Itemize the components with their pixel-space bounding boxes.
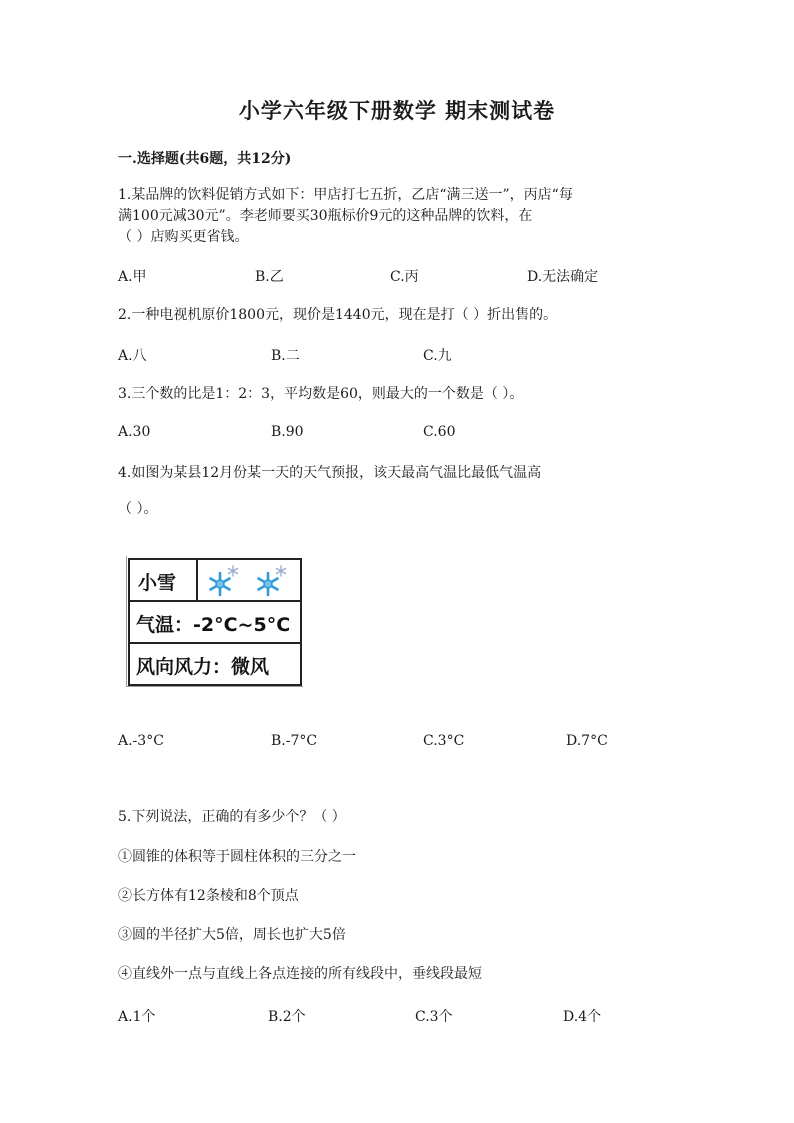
question-3-line-1: 3.三个数的比是1：2：3，平均数是60，则最大的一个数是（ ）。 — [118, 386, 524, 402]
question-3-option-a: A.30 — [118, 424, 151, 440]
question-5-option-c: C.3个 — [415, 1009, 453, 1025]
question-2-option-c: C.九 — [423, 348, 452, 364]
section-heading: 一.选择题(共6题，共12分) — [118, 151, 292, 167]
weather-condition: 小雪 — [138, 572, 177, 594]
question-3-option-b: B.90 — [271, 424, 304, 440]
question-3-option-c: C.60 — [423, 424, 456, 440]
question-2-line-1: 2.一种电视机原价1800元，现价是1440元，现在是打（ ）折出售的。 — [118, 307, 558, 323]
question-5-statement-1: ①圆锥的体积等于圆柱体积的三分之一 — [118, 849, 356, 865]
question-1-option-a: A.甲 — [118, 269, 147, 285]
question-1-line-2: 满100元减30元”。李老师要买30瓶标价9元的这种品牌的饮料，在 — [118, 208, 533, 224]
question-5-option-b: B.2个 — [268, 1009, 306, 1025]
question-1-line-1: 1.某品牌的饮料促销方式如下：甲店打七五折，乙店“满三送一”，丙店“每 — [118, 187, 573, 203]
weather-condition-row — [130, 560, 300, 602]
question-5-statement-4: ④直线外一点与直线上各点连接的所有线段中，垂线段最短 — [118, 966, 482, 982]
weather-temperature: 气温：-2°C~5°C — [136, 614, 291, 636]
question-4-line-1: 4.如图为某县12月份某一天的天气预报，该天最高气温比最低气温高 — [118, 465, 542, 481]
question-4-line-2: （ ）。 — [118, 501, 158, 517]
question-5-option-d: D.4个 — [563, 1009, 602, 1025]
question-4-option-a: A.-3°C — [118, 733, 164, 749]
question-1-option-d: D.无法确定 — [527, 269, 599, 285]
weather-divider — [196, 560, 198, 600]
question-2-option-b: B.二 — [271, 348, 300, 364]
question-5-statement-3: ③圆的半径扩大5倍，周长也扩大5倍 — [118, 927, 346, 943]
weather-forecast-box — [128, 558, 302, 686]
question-4-option-c: C.3°C — [423, 733, 465, 749]
weather-temperature-row — [130, 602, 300, 644]
question-2-option-a: A.八 — [118, 348, 147, 364]
snowflake-icon — [202, 562, 298, 600]
question-1-option-c: C.丙 — [390, 269, 419, 285]
question-4-option-b: B.-7°C — [271, 733, 318, 749]
question-1-line-3: （ ）店购买更省钱。 — [118, 229, 249, 245]
question-4-option-d: D.7°C — [566, 733, 608, 749]
page-title: 小学六年级下册数学 期末测试卷 — [238, 98, 556, 123]
weather-wind: 风向风力：微风 — [136, 656, 270, 678]
question-5-statement-2: ②长方体有12条棱和8个顶点 — [118, 888, 299, 904]
question-5-line-1: 5.下列说法，正确的有多少个？（ ） — [118, 809, 346, 825]
question-5-option-a: A.1个 — [118, 1009, 156, 1025]
weather-wind-row — [130, 644, 300, 684]
question-1-option-b: B.乙 — [255, 269, 284, 285]
